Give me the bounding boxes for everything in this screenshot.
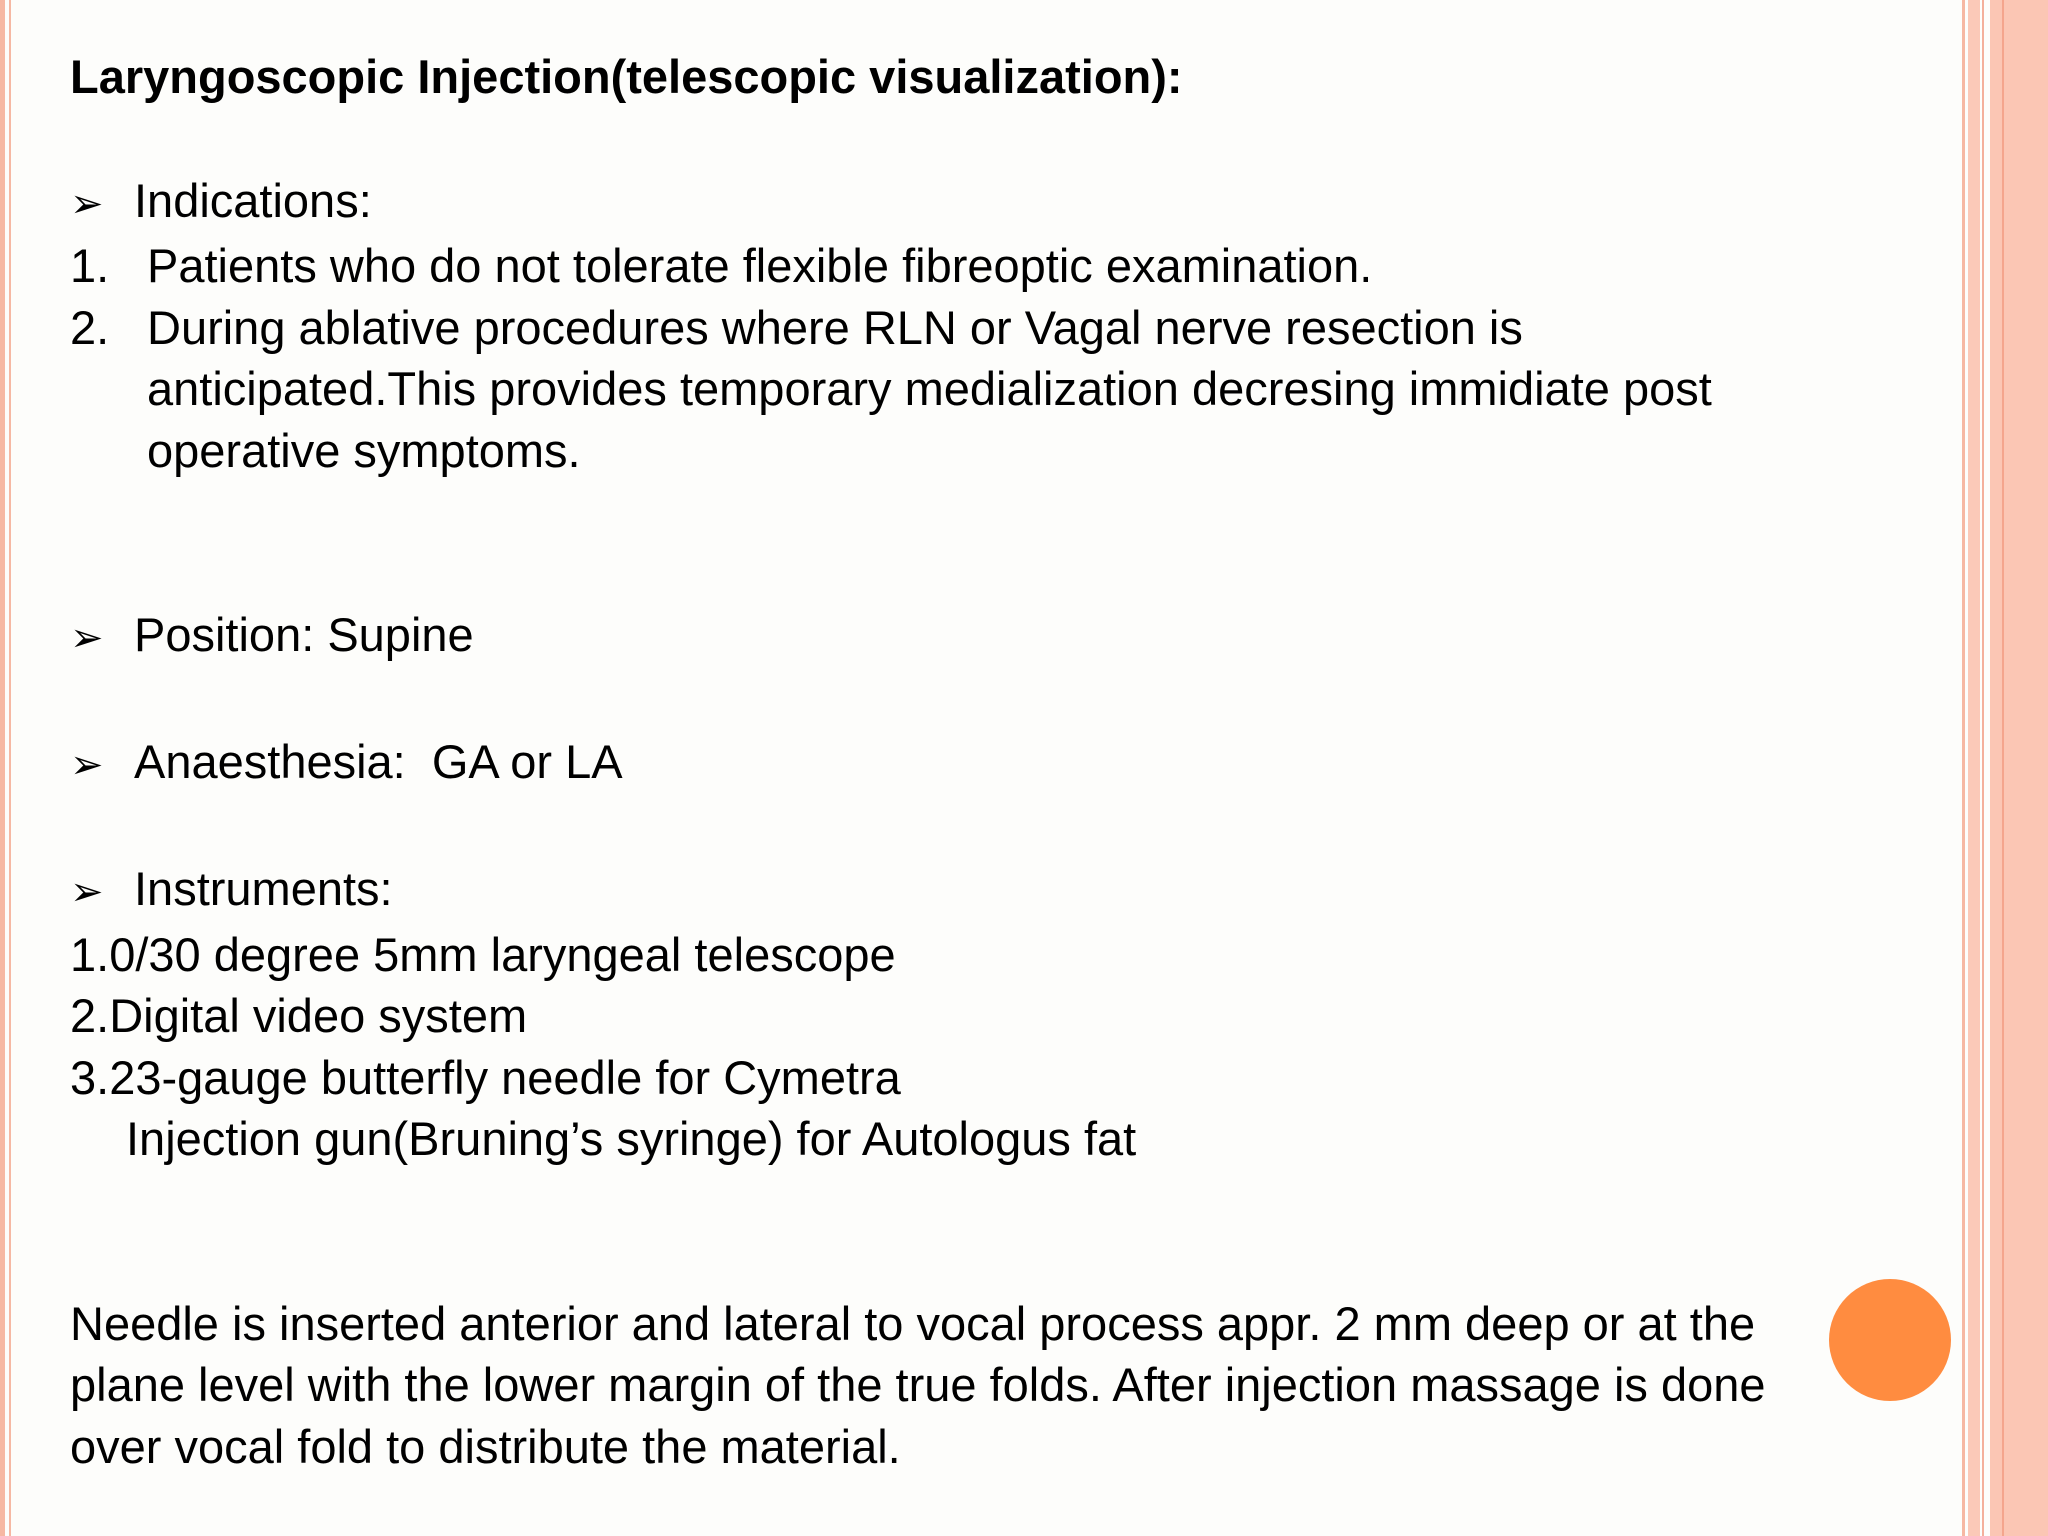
right-border-band: [1990, 0, 2048, 1536]
indications-heading-text: Indications:: [134, 173, 372, 227]
indication-text: Patients who do not tolerate flexible fibreoptic examination.: [147, 239, 1373, 292]
anaesthesia-item: [70, 731, 1950, 797]
instruments-heading: [70, 858, 1950, 924]
anaesthesia-text: Anaesthesia: GA or LA: [134, 735, 623, 788]
indication-text-continued: operative symptoms.: [147, 423, 581, 477]
instrument-item: 1.0/30 degree 5mm laryngeal telescope: [70, 927, 896, 981]
indication-item-1: [70, 235, 1950, 297]
position-item: [70, 604, 1950, 670]
right-border-stripe-thin: [1962, 0, 1965, 1536]
left-border-stripe-thin: [9, 0, 11, 1536]
arrow-bullet-icon: ➢: [70, 743, 104, 787]
instruments-heading-text: Instruments:: [134, 862, 393, 915]
instrument-item: 2.Digital video system: [70, 989, 528, 1042]
instrument-item: 3.23-gauge butterfly needle for Cymetra: [70, 1050, 901, 1104]
right-border-band-line: [2002, 0, 2004, 1536]
left-border-stripe: [0, 0, 5, 1536]
indication-text: During ablative procedures where RLN or Vagal nerve resection is: [147, 300, 1523, 354]
slide-content: [70, 46, 1950, 1477]
indication-number: 1.: [70, 239, 110, 292]
procedure-paragraph-line: over vocal fold to distribute the material.: [70, 1419, 901, 1473]
indication-text-continued: anticipated.This provides temporary medialization decresing immidiate post: [147, 362, 1712, 415]
indication-item-2: [70, 297, 1950, 359]
slide-title: Laryngoscopic Injection(telescopic visualization):: [70, 50, 1183, 103]
laser-pointer-dot: [1829, 1279, 1951, 1401]
arrow-bullet-icon: ➢: [70, 181, 104, 226]
indication-number: 2.: [70, 300, 110, 354]
indications-heading: [70, 170, 1950, 236]
right-border-stripe: [1968, 0, 1980, 1536]
procedure-paragraph-line: Needle is inserted anterior and lateral to vocal process appr. 2 mm deep or at the: [70, 1296, 1756, 1350]
arrow-bullet-icon: ➢: [70, 616, 104, 660]
procedure-paragraph-line: plane level with the lower margin of the true folds. After injection massage is done: [70, 1358, 1766, 1411]
position-text: Position: Supine: [134, 608, 474, 661]
instrument-item-continued: Injection gun(Bruning’s syringe) for Autologus fat: [126, 1112, 1137, 1165]
arrow-bullet-icon: ➢: [70, 870, 104, 914]
